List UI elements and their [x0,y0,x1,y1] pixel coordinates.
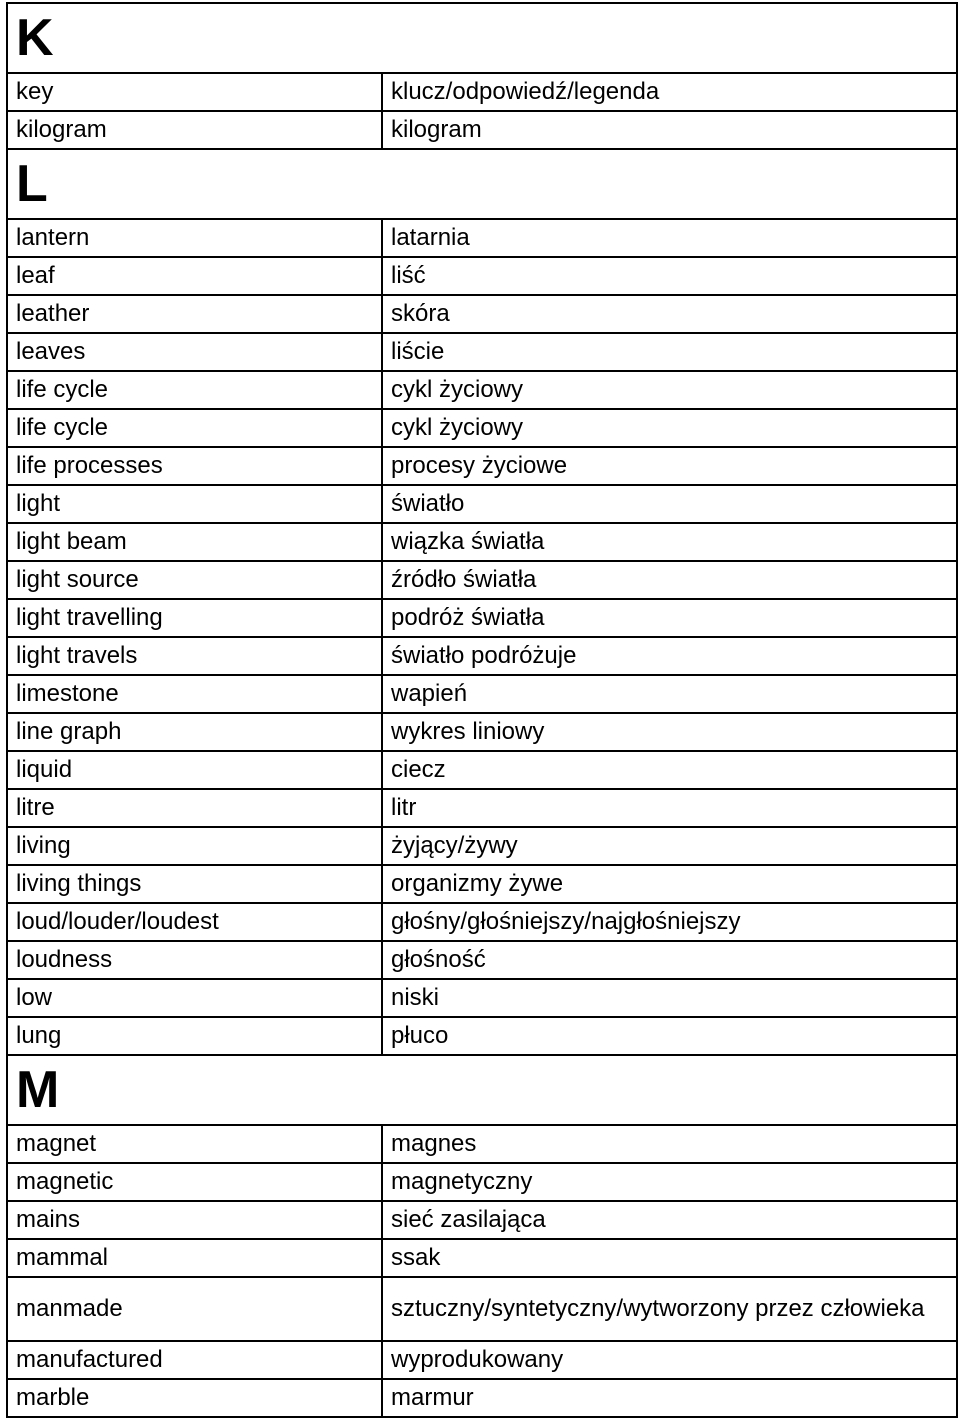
english-term: magnetic [7,1163,382,1201]
english-term: line graph [7,713,382,751]
glossary-row [7,1379,957,1417]
polish-translation: liście [382,333,957,371]
glossary-row [7,637,957,675]
polish-translation: ciecz [382,751,957,789]
glossary-row [7,523,957,561]
polish-translation: żyjący/żywy [382,827,957,865]
glossary-row [7,713,957,751]
glossary-row [7,333,957,371]
english-term: loud/louder/loudest [7,903,382,941]
english-term: limestone [7,675,382,713]
english-term: mains [7,1201,382,1239]
polish-translation: magnetyczny [382,1163,957,1201]
polish-translation: cykl życiowy [382,371,957,409]
glossary-body [7,3,957,1417]
polish-translation: źródło światła [382,561,957,599]
polish-translation: podróż światła [382,599,957,637]
english-term: light travels [7,637,382,675]
english-term: light beam [7,523,382,561]
glossary-row [7,409,957,447]
section-header-row [7,1055,957,1125]
english-term: magnet [7,1125,382,1163]
english-term: life cycle [7,409,382,447]
polish-translation: latarnia [382,219,957,257]
english-term: light [7,485,382,523]
glossary-row [7,827,957,865]
polish-translation: światło podróżuje [382,637,957,675]
glossary-row [7,1341,957,1379]
glossary-row [7,111,957,149]
polish-translation: światło [382,485,957,523]
english-term: manufactured [7,1341,382,1379]
glossary-row [7,1163,957,1201]
glossary-row [7,219,957,257]
english-term: light travelling [7,599,382,637]
section-letter: M [7,1055,957,1125]
glossary-row [7,485,957,523]
polish-translation: magnes [382,1125,957,1163]
english-term: leaf [7,257,382,295]
glossary-row [7,1239,957,1277]
polish-translation: głośność [382,941,957,979]
polish-translation: ssak [382,1239,957,1277]
section-header-row [7,149,957,219]
english-term: liquid [7,751,382,789]
glossary-row [7,1017,957,1055]
polish-translation: płuco [382,1017,957,1055]
glossary-row [7,979,957,1017]
english-term: living things [7,865,382,903]
polish-translation: niski [382,979,957,1017]
english-term: mammal [7,1239,382,1277]
glossary-row [7,599,957,637]
english-term: key [7,73,382,111]
glossary-row [7,561,957,599]
english-term: lantern [7,219,382,257]
polish-translation: procesy życiowe [382,447,957,485]
english-term: manmade [7,1277,382,1341]
glossary-row [7,751,957,789]
glossary-row [7,1125,957,1163]
polish-translation: sztuczny/syntetyczny/wytworzony przez człowieka [382,1277,957,1341]
polish-translation: marmur [382,1379,957,1417]
glossary-row [7,257,957,295]
glossary-row [7,295,957,333]
section-letter: L [7,149,957,219]
english-term: life cycle [7,371,382,409]
polish-translation: skóra [382,295,957,333]
polish-translation: wiązka światła [382,523,957,561]
english-term: leather [7,295,382,333]
glossary-row [7,1201,957,1239]
english-term: litre [7,789,382,827]
polish-translation: głośny/głośniejszy/najgłośniejszy [382,903,957,941]
polish-translation: sieć zasilająca [382,1201,957,1239]
polish-translation: cykl życiowy [382,409,957,447]
english-term: leaves [7,333,382,371]
polish-translation: liść [382,257,957,295]
glossary-table [6,2,958,1418]
glossary-row [7,675,957,713]
glossary-row [7,941,957,979]
polish-translation: wapień [382,675,957,713]
glossary-row [7,447,957,485]
english-term: living [7,827,382,865]
english-term: light source [7,561,382,599]
english-term: loudness [7,941,382,979]
glossary-row [7,371,957,409]
glossary-row [7,903,957,941]
english-term: lung [7,1017,382,1055]
polish-translation: kilogram [382,111,957,149]
polish-translation: organizmy żywe [382,865,957,903]
polish-translation: klucz/odpowiedź/legenda [382,73,957,111]
english-term: life processes [7,447,382,485]
glossary-row [7,1277,957,1341]
glossary-row [7,865,957,903]
glossary-row [7,73,957,111]
polish-translation: litr [382,789,957,827]
english-term: low [7,979,382,1017]
english-term: marble [7,1379,382,1417]
polish-translation: wykres liniowy [382,713,957,751]
section-header-row [7,3,957,73]
polish-translation: wyprodukowany [382,1341,957,1379]
glossary-row [7,789,957,827]
english-term: kilogram [7,111,382,149]
section-letter: K [7,3,957,73]
